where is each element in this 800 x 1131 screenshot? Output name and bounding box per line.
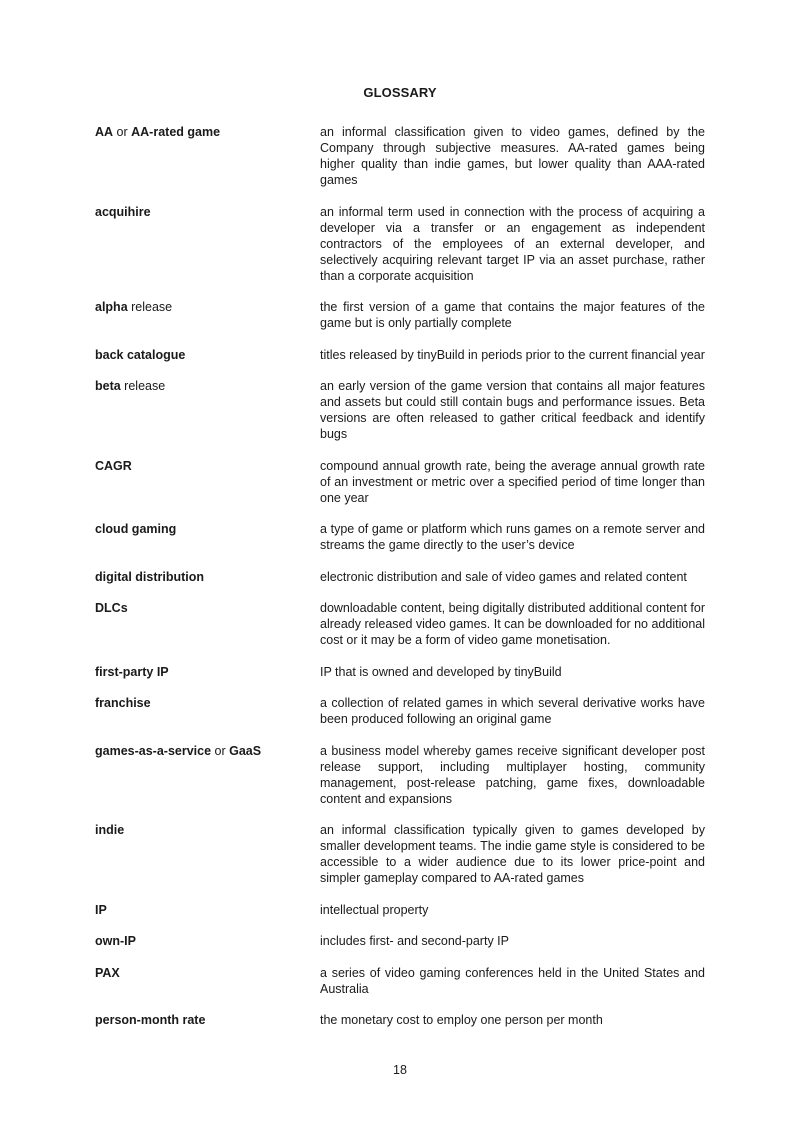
glossary-definition: the first version of a game that contains the major features of the game but is only partially complete: [320, 300, 705, 330]
glossary-definition: compound annual growth rate, being the average annual growth rate of an investment or metric over a specified period of time longer than one year: [320, 458, 705, 505]
glossary-entry: [95, 521, 705, 553]
glossary-definition: titles released by tinyBuild in periods prior to the current financial year: [320, 347, 705, 362]
glossary-definition: a series of video gaming conferences held in the United States and Australia: [320, 965, 705, 996]
glossary-definition: IP that is owned and developed by tinyBuild: [320, 664, 562, 679]
glossary-definition: downloadable content, being digitally distributed additional content for already released video games. It can be downloaded for no additional cost or it may be a form of video game monetisation.: [320, 601, 705, 647]
page-title: GLOSSARY: [363, 85, 437, 100]
glossary-definition: an informal classification given to video games, defined by the Company through subjective measures. AA-rated games being higher quality than indie games, but lower quality than AAA-rated games: [320, 125, 705, 187]
glossary-entry: [95, 933, 705, 949]
glossary-term: [95, 1012, 320, 1028]
glossary-entry: [95, 204, 705, 284]
glossary-definition: the monetary cost to employ one person per month: [320, 1013, 603, 1027]
term-bold-part: own-IP: [95, 934, 136, 948]
glossary-term: [95, 743, 320, 759]
glossary-definition: an early version of the game version that contains all major features and assets but could still contain bugs and performance issues. Beta versions are often released to gather critical feedback and identify bugs: [320, 379, 705, 441]
glossary-entry: [95, 347, 705, 363]
term-bold-part: IP: [95, 902, 107, 917]
glossary-entry: [95, 695, 705, 727]
term-plain-part: release: [127, 300, 173, 314]
glossary-term: [95, 458, 320, 474]
glossary-term: [95, 378, 320, 394]
glossary-term: [95, 124, 320, 140]
term-bold-part: indie: [95, 823, 125, 837]
glossary-term: [95, 664, 320, 680]
glossary-definition: an informal classification typically given to games developed by smaller development teams. The indie game style is considered to be accessible to a wider audience due to its lower price-point and simpler gameplay compared to AA-rated games: [320, 823, 705, 885]
term-bold-part: acquihire: [95, 204, 151, 219]
glossary-entry: [95, 569, 705, 585]
glossary-definition: a type of game or platform which runs games on a remote server and streams the game directly to the user’s device: [320, 522, 705, 552]
glossary-term: [95, 902, 320, 918]
term-bold-part: beta: [95, 379, 121, 393]
glossary-entry: [95, 1012, 705, 1028]
glossary-term: [95, 822, 320, 838]
glossary-entry: [95, 299, 705, 331]
glossary-definition: a collection of related games in which several derivative works have been produced following an original game: [320, 696, 705, 726]
glossary-term: [95, 299, 320, 315]
term-bold-part: digital distribution: [95, 569, 205, 584]
glossary-entry: [95, 124, 705, 188]
glossary-entry: [95, 822, 705, 886]
term-plain-part: or: [211, 743, 230, 758]
glossary-term: [95, 204, 320, 220]
glossary-list: [95, 124, 705, 1044]
term-bold-part: DLCs: [95, 601, 128, 615]
term-bold-part: AA: [95, 125, 114, 139]
glossary-definition: intellectual property: [320, 902, 429, 917]
term-bold-part: CAGR: [95, 458, 132, 473]
glossary-term: [95, 600, 320, 616]
page-number: 18: [393, 1063, 407, 1077]
glossary-definition: a business model whereby games receive significant developer post release support, including multiplayer hosting, community management, post-release patching, game fixes, downloadable content and expansions: [320, 743, 705, 806]
glossary-entry: [95, 600, 705, 648]
glossary-term: [95, 933, 320, 949]
glossary-term: [95, 965, 320, 981]
term-bold-part: GaaS: [229, 743, 262, 758]
glossary-definition: includes first- and second-party IP: [320, 934, 509, 948]
term-plain-part: release: [120, 379, 166, 393]
glossary-entry: [95, 458, 705, 506]
glossary-entry: [95, 664, 705, 680]
glossary-definition: electronic distribution and sale of video games and related content: [320, 569, 687, 584]
term-bold-part: franchise: [95, 696, 151, 710]
glossary-definition: an informal term used in connection with the process of acquiring a developer via a transfer or an engagement as independent contractors of the employees of an external developer, and selectively acquiring relevant target IP via an asset purchase, rather than a corporate acquisition: [320, 204, 705, 283]
glossary-entry: [95, 743, 705, 807]
term-bold-part: person-month rate: [95, 1013, 206, 1027]
term-plain-part: or: [113, 125, 132, 139]
term-bold-part: PAX: [95, 965, 120, 980]
glossary-entry: [95, 378, 705, 442]
term-bold-part: cloud gaming: [95, 522, 177, 536]
term-bold-part: AA-rated game: [131, 125, 221, 139]
glossary-term: [95, 521, 320, 537]
glossary-entry: [95, 902, 705, 918]
glossary-entry: [95, 965, 705, 997]
glossary-term: [95, 347, 320, 363]
term-bold-part: first-party IP: [95, 664, 169, 679]
term-bold-part: back catalogue: [95, 347, 186, 362]
term-bold-part: alpha: [95, 300, 128, 314]
term-bold-part: games-as-a-service: [95, 743, 212, 758]
glossary-term: [95, 569, 320, 585]
glossary-term: [95, 695, 320, 711]
